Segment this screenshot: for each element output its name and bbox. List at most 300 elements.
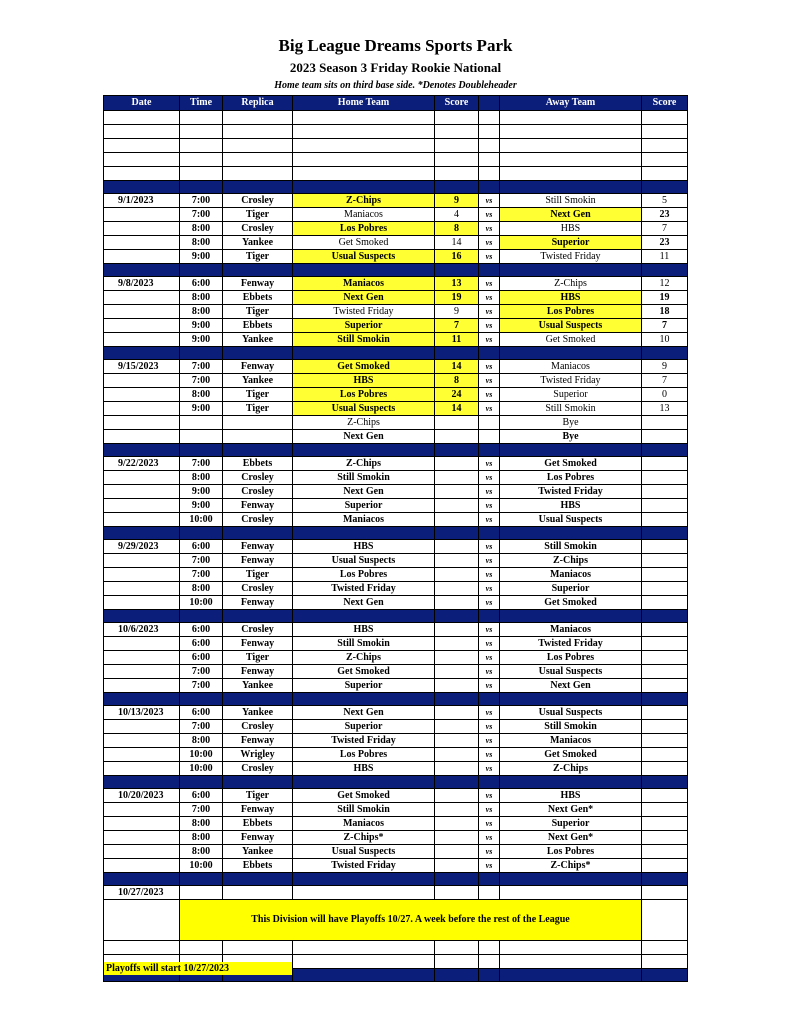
game-field: Fenway xyxy=(223,554,293,568)
game-date xyxy=(104,305,180,319)
vs-label: vs xyxy=(479,236,500,250)
away-score xyxy=(642,513,688,527)
away-score: 7 xyxy=(642,319,688,333)
home-score xyxy=(435,568,479,582)
away-team: Get Smoked xyxy=(500,596,642,610)
blank-cell xyxy=(642,955,688,969)
vs-label: vs xyxy=(479,623,500,637)
game-field: Crosley xyxy=(223,582,293,596)
away-team: Get Smoked xyxy=(500,333,642,347)
game-time xyxy=(180,139,223,153)
game-row xyxy=(104,748,688,762)
away-team: Bye xyxy=(500,430,642,444)
home-score xyxy=(435,803,479,817)
game-time xyxy=(180,111,223,125)
away-team: Still Smokin xyxy=(500,402,642,416)
game-date: 10/20/2023 xyxy=(104,789,180,803)
home-team: Get Smoked xyxy=(293,360,435,374)
game-field: Fenway xyxy=(223,637,293,651)
game-row xyxy=(104,374,688,388)
home-score: 7 xyxy=(435,319,479,333)
home-team: Los Pobres xyxy=(293,222,435,236)
game-time: 7:00 xyxy=(180,679,223,693)
away-team xyxy=(500,153,642,167)
blank-cell xyxy=(479,886,500,900)
game-row xyxy=(104,679,688,693)
home-score xyxy=(435,554,479,568)
game-field: Ebbets xyxy=(223,817,293,831)
game-field: Fenway xyxy=(223,831,293,845)
home-score xyxy=(435,596,479,610)
home-team: Usual Suspects xyxy=(293,845,435,859)
game-field: Yankee xyxy=(223,706,293,720)
game-row xyxy=(104,817,688,831)
game-field: Crosley xyxy=(223,513,293,527)
home-team: Twisted Friday xyxy=(293,305,435,319)
home-score xyxy=(435,720,479,734)
vs-label: vs xyxy=(479,457,500,471)
home-score xyxy=(435,665,479,679)
game-date xyxy=(104,208,180,222)
away-team: Still Smokin xyxy=(500,540,642,554)
game-field: Fenway xyxy=(223,360,293,374)
game-time: 8:00 xyxy=(180,582,223,596)
away-score xyxy=(642,748,688,762)
away-score xyxy=(642,540,688,554)
game-field: Tiger xyxy=(223,402,293,416)
away-score: 5 xyxy=(642,194,688,208)
game-row xyxy=(104,208,688,222)
home-team: Superior xyxy=(293,319,435,333)
game-date xyxy=(104,845,180,859)
game-date xyxy=(104,416,180,430)
home-team: Twisted Friday xyxy=(293,582,435,596)
game-time xyxy=(180,153,223,167)
game-field xyxy=(223,167,293,181)
game-row xyxy=(104,706,688,720)
home-team: Next Gen xyxy=(293,706,435,720)
game-field: Fenway xyxy=(223,499,293,513)
vs-label: vs xyxy=(479,208,500,222)
away-score xyxy=(642,457,688,471)
home-score: 16 xyxy=(435,250,479,264)
away-team: HBS xyxy=(500,499,642,513)
blank-cell xyxy=(435,886,479,900)
home-team: Still Smokin xyxy=(293,803,435,817)
game-time: 8:00 xyxy=(180,388,223,402)
away-score xyxy=(642,762,688,776)
home-score xyxy=(435,471,479,485)
blank-cell xyxy=(293,886,435,900)
home-score: 8 xyxy=(435,222,479,236)
home-team: Next Gen xyxy=(293,485,435,499)
away-team: Next Gen xyxy=(500,208,642,222)
game-row xyxy=(104,513,688,527)
game-date xyxy=(104,333,180,347)
game-field xyxy=(223,153,293,167)
game-row xyxy=(104,554,688,568)
game-field: Tiger xyxy=(223,789,293,803)
away-score: 12 xyxy=(642,277,688,291)
home-score xyxy=(435,706,479,720)
game-time: 9:00 xyxy=(180,250,223,264)
vs-label: vs xyxy=(479,582,500,596)
game-row xyxy=(104,457,688,471)
game-field: Fenway xyxy=(223,734,293,748)
game-time: 6:00 xyxy=(180,706,223,720)
game-time: 8:00 xyxy=(180,817,223,831)
game-date xyxy=(104,250,180,264)
game-time: 8:00 xyxy=(180,734,223,748)
home-team: Still Smokin xyxy=(293,471,435,485)
game-field: Fenway xyxy=(223,540,293,554)
home-score xyxy=(435,125,479,139)
vs-label: vs xyxy=(479,402,500,416)
game-time: 10:00 xyxy=(180,859,223,873)
away-score: 18 xyxy=(642,305,688,319)
playoff-row xyxy=(104,941,688,955)
game-date xyxy=(104,319,180,333)
home-team xyxy=(293,153,435,167)
game-field: Tiger xyxy=(223,568,293,582)
game-time: 10:00 xyxy=(180,762,223,776)
game-time: 8:00 xyxy=(180,222,223,236)
game-date xyxy=(104,167,180,181)
away-score xyxy=(642,111,688,125)
away-team: Superior xyxy=(500,817,642,831)
game-field: Ebbets xyxy=(223,319,293,333)
column-header xyxy=(479,96,500,111)
game-time: 6:00 xyxy=(180,540,223,554)
home-team: Still Smokin xyxy=(293,333,435,347)
home-team: HBS xyxy=(293,623,435,637)
game-time: 10:00 xyxy=(180,596,223,610)
game-date xyxy=(104,111,180,125)
vs-label: vs xyxy=(479,706,500,720)
game-time xyxy=(180,125,223,139)
schedule-table xyxy=(103,95,688,982)
game-date xyxy=(104,153,180,167)
vs-label xyxy=(479,125,500,139)
home-score xyxy=(435,679,479,693)
home-score xyxy=(435,582,479,596)
column-header: Score xyxy=(435,96,479,111)
game-row xyxy=(104,485,688,499)
game-time: 7:00 xyxy=(180,208,223,222)
game-row xyxy=(104,430,688,444)
game-date xyxy=(104,471,180,485)
vs-label: vs xyxy=(479,637,500,651)
home-score xyxy=(435,139,479,153)
page-note: Home team sits on third base side. *Denotes Doubleheader xyxy=(274,80,517,91)
home-score xyxy=(435,167,479,181)
column-header: Score xyxy=(642,96,688,111)
vs-label xyxy=(479,416,500,430)
column-header: Away Team xyxy=(500,96,642,111)
home-score xyxy=(435,485,479,499)
away-score xyxy=(642,471,688,485)
blank-cell xyxy=(223,886,293,900)
blank-cell xyxy=(500,955,642,969)
home-team: HBS xyxy=(293,762,435,776)
home-score xyxy=(435,831,479,845)
game-row xyxy=(104,236,688,250)
away-team: Twisted Friday xyxy=(500,637,642,651)
game-row xyxy=(104,125,688,139)
blank-cell xyxy=(293,955,435,969)
away-score: 13 xyxy=(642,402,688,416)
home-team: Next Gen xyxy=(293,596,435,610)
game-date: 9/22/2023 xyxy=(104,457,180,471)
vs-label: vs xyxy=(479,471,500,485)
home-score: 24 xyxy=(435,388,479,402)
away-team: HBS xyxy=(500,291,642,305)
away-team: Bye xyxy=(500,416,642,430)
blank-cell xyxy=(104,941,180,955)
home-score: 14 xyxy=(435,360,479,374)
away-score xyxy=(642,651,688,665)
home-score xyxy=(435,430,479,444)
week-separator xyxy=(104,444,688,457)
home-score: 14 xyxy=(435,402,479,416)
column-header: Date xyxy=(104,96,180,111)
blank-cell xyxy=(180,941,223,955)
home-score xyxy=(435,540,479,554)
game-row xyxy=(104,222,688,236)
vs-label: vs xyxy=(479,222,500,236)
home-score xyxy=(435,416,479,430)
game-date: 10/13/2023 xyxy=(104,706,180,720)
game-date xyxy=(104,831,180,845)
game-date xyxy=(104,513,180,527)
game-field: Yankee xyxy=(223,845,293,859)
away-team: HBS xyxy=(500,222,642,236)
home-score: 8 xyxy=(435,374,479,388)
game-row xyxy=(104,167,688,181)
game-date: 9/8/2023 xyxy=(104,277,180,291)
home-team xyxy=(293,111,435,125)
game-field: Crosley xyxy=(223,762,293,776)
away-team: Los Pobres xyxy=(500,471,642,485)
game-field: Ebbets xyxy=(223,457,293,471)
game-row xyxy=(104,471,688,485)
game-date xyxy=(104,582,180,596)
game-date xyxy=(104,637,180,651)
away-score xyxy=(642,679,688,693)
home-score xyxy=(435,623,479,637)
away-score xyxy=(642,831,688,845)
game-row xyxy=(104,540,688,554)
vs-label: vs xyxy=(479,499,500,513)
blank-cell xyxy=(479,941,500,955)
game-time: 7:00 xyxy=(180,803,223,817)
game-date xyxy=(104,499,180,513)
game-time: 7:00 xyxy=(180,360,223,374)
game-field: Fenway xyxy=(223,665,293,679)
away-score xyxy=(642,817,688,831)
away-team: Get Smoked xyxy=(500,457,642,471)
game-field: Tiger xyxy=(223,388,293,402)
home-team xyxy=(293,139,435,153)
home-team: Superior xyxy=(293,720,435,734)
game-time: 9:00 xyxy=(180,402,223,416)
home-team: Superior xyxy=(293,679,435,693)
vs-label xyxy=(479,111,500,125)
away-score: 23 xyxy=(642,236,688,250)
away-team: Twisted Friday xyxy=(500,374,642,388)
away-team: Usual Suspects xyxy=(500,513,642,527)
away-score xyxy=(642,665,688,679)
game-row xyxy=(104,360,688,374)
away-team: Z-Chips xyxy=(500,762,642,776)
week-separator xyxy=(104,873,688,886)
blank-cell xyxy=(180,886,223,900)
game-date xyxy=(104,679,180,693)
vs-label: vs xyxy=(479,319,500,333)
game-time xyxy=(180,430,223,444)
away-score xyxy=(642,485,688,499)
away-score xyxy=(642,430,688,444)
home-team: Next Gen xyxy=(293,430,435,444)
home-team: Z-Chips xyxy=(293,651,435,665)
away-team: Maniacos xyxy=(500,623,642,637)
away-team: Get Smoked xyxy=(500,748,642,762)
home-score xyxy=(435,111,479,125)
home-score xyxy=(435,789,479,803)
game-field: Crosley xyxy=(223,222,293,236)
home-team: Superior xyxy=(293,499,435,513)
game-field: Tiger xyxy=(223,250,293,264)
game-time: 7:00 xyxy=(180,720,223,734)
away-team: HBS xyxy=(500,789,642,803)
away-score xyxy=(642,734,688,748)
vs-label: vs xyxy=(479,679,500,693)
game-date xyxy=(104,125,180,139)
game-row xyxy=(104,250,688,264)
week-separator xyxy=(104,347,688,360)
game-date xyxy=(104,222,180,236)
game-field: Yankee xyxy=(223,236,293,250)
game-date xyxy=(104,430,180,444)
away-score xyxy=(642,139,688,153)
game-row xyxy=(104,291,688,305)
game-field: Crosley xyxy=(223,194,293,208)
away-team: Next Gen* xyxy=(500,803,642,817)
footer-note: Playoffs will start 10/27/2023 xyxy=(104,962,292,975)
game-field: Tiger xyxy=(223,305,293,319)
game-row xyxy=(104,388,688,402)
game-time: 7:00 xyxy=(180,457,223,471)
away-team: Los Pobres xyxy=(500,651,642,665)
vs-label: vs xyxy=(479,568,500,582)
game-row xyxy=(104,803,688,817)
away-score: 9 xyxy=(642,360,688,374)
home-team: Twisted Friday xyxy=(293,734,435,748)
home-team: Z-Chips xyxy=(293,194,435,208)
home-team: Next Gen xyxy=(293,291,435,305)
vs-label: vs xyxy=(479,665,500,679)
game-time: 8:00 xyxy=(180,291,223,305)
game-time: 8:00 xyxy=(180,305,223,319)
game-row xyxy=(104,734,688,748)
game-date: 9/15/2023 xyxy=(104,360,180,374)
away-team: Twisted Friday xyxy=(500,250,642,264)
game-time: 9:00 xyxy=(180,485,223,499)
blank-cell xyxy=(500,886,642,900)
week-separator xyxy=(104,181,688,194)
game-row xyxy=(104,111,688,125)
table-header-row xyxy=(104,96,688,111)
game-row xyxy=(104,499,688,513)
game-date xyxy=(104,568,180,582)
game-field: Ebbets xyxy=(223,291,293,305)
game-date xyxy=(104,734,180,748)
away-score xyxy=(642,125,688,139)
game-field: Yankee xyxy=(223,679,293,693)
away-team: Usual Suspects xyxy=(500,706,642,720)
away-team: Usual Suspects xyxy=(500,665,642,679)
game-field xyxy=(223,111,293,125)
home-team: Los Pobres xyxy=(293,568,435,582)
game-date xyxy=(104,388,180,402)
away-team: Z-Chips* xyxy=(500,859,642,873)
blank-cell xyxy=(479,955,500,969)
away-score xyxy=(642,153,688,167)
vs-label xyxy=(479,153,500,167)
away-score: 7 xyxy=(642,222,688,236)
home-team: Still Smokin xyxy=(293,637,435,651)
home-score: 9 xyxy=(435,194,479,208)
game-field: Tiger xyxy=(223,651,293,665)
away-score xyxy=(642,582,688,596)
game-row xyxy=(104,789,688,803)
game-row xyxy=(104,333,688,347)
home-score: 19 xyxy=(435,291,479,305)
vs-label: vs xyxy=(479,291,500,305)
home-team: Maniacos xyxy=(293,277,435,291)
away-score xyxy=(642,637,688,651)
vs-label: vs xyxy=(479,554,500,568)
game-time: 10:00 xyxy=(180,748,223,762)
vs-label: vs xyxy=(479,360,500,374)
game-field: Ebbets xyxy=(223,859,293,873)
away-score xyxy=(642,167,688,181)
home-score xyxy=(435,748,479,762)
game-field: Yankee xyxy=(223,374,293,388)
game-row xyxy=(104,568,688,582)
game-date xyxy=(104,651,180,665)
game-date: 10/6/2023 xyxy=(104,623,180,637)
game-field: Fenway xyxy=(223,596,293,610)
away-score xyxy=(642,499,688,513)
week-separator xyxy=(104,693,688,706)
home-score: 4 xyxy=(435,208,479,222)
away-score: 0 xyxy=(642,388,688,402)
game-time: 9:00 xyxy=(180,319,223,333)
away-team: Next Gen xyxy=(500,679,642,693)
away-team: Maniacos xyxy=(500,360,642,374)
home-score: 14 xyxy=(435,236,479,250)
game-time: 8:00 xyxy=(180,845,223,859)
away-team xyxy=(500,167,642,181)
game-date: 9/1/2023 xyxy=(104,194,180,208)
game-time: 10:00 xyxy=(180,513,223,527)
game-time: 8:00 xyxy=(180,471,223,485)
home-team: Maniacos xyxy=(293,208,435,222)
away-score xyxy=(642,845,688,859)
week-separator xyxy=(104,264,688,277)
home-team xyxy=(293,167,435,181)
